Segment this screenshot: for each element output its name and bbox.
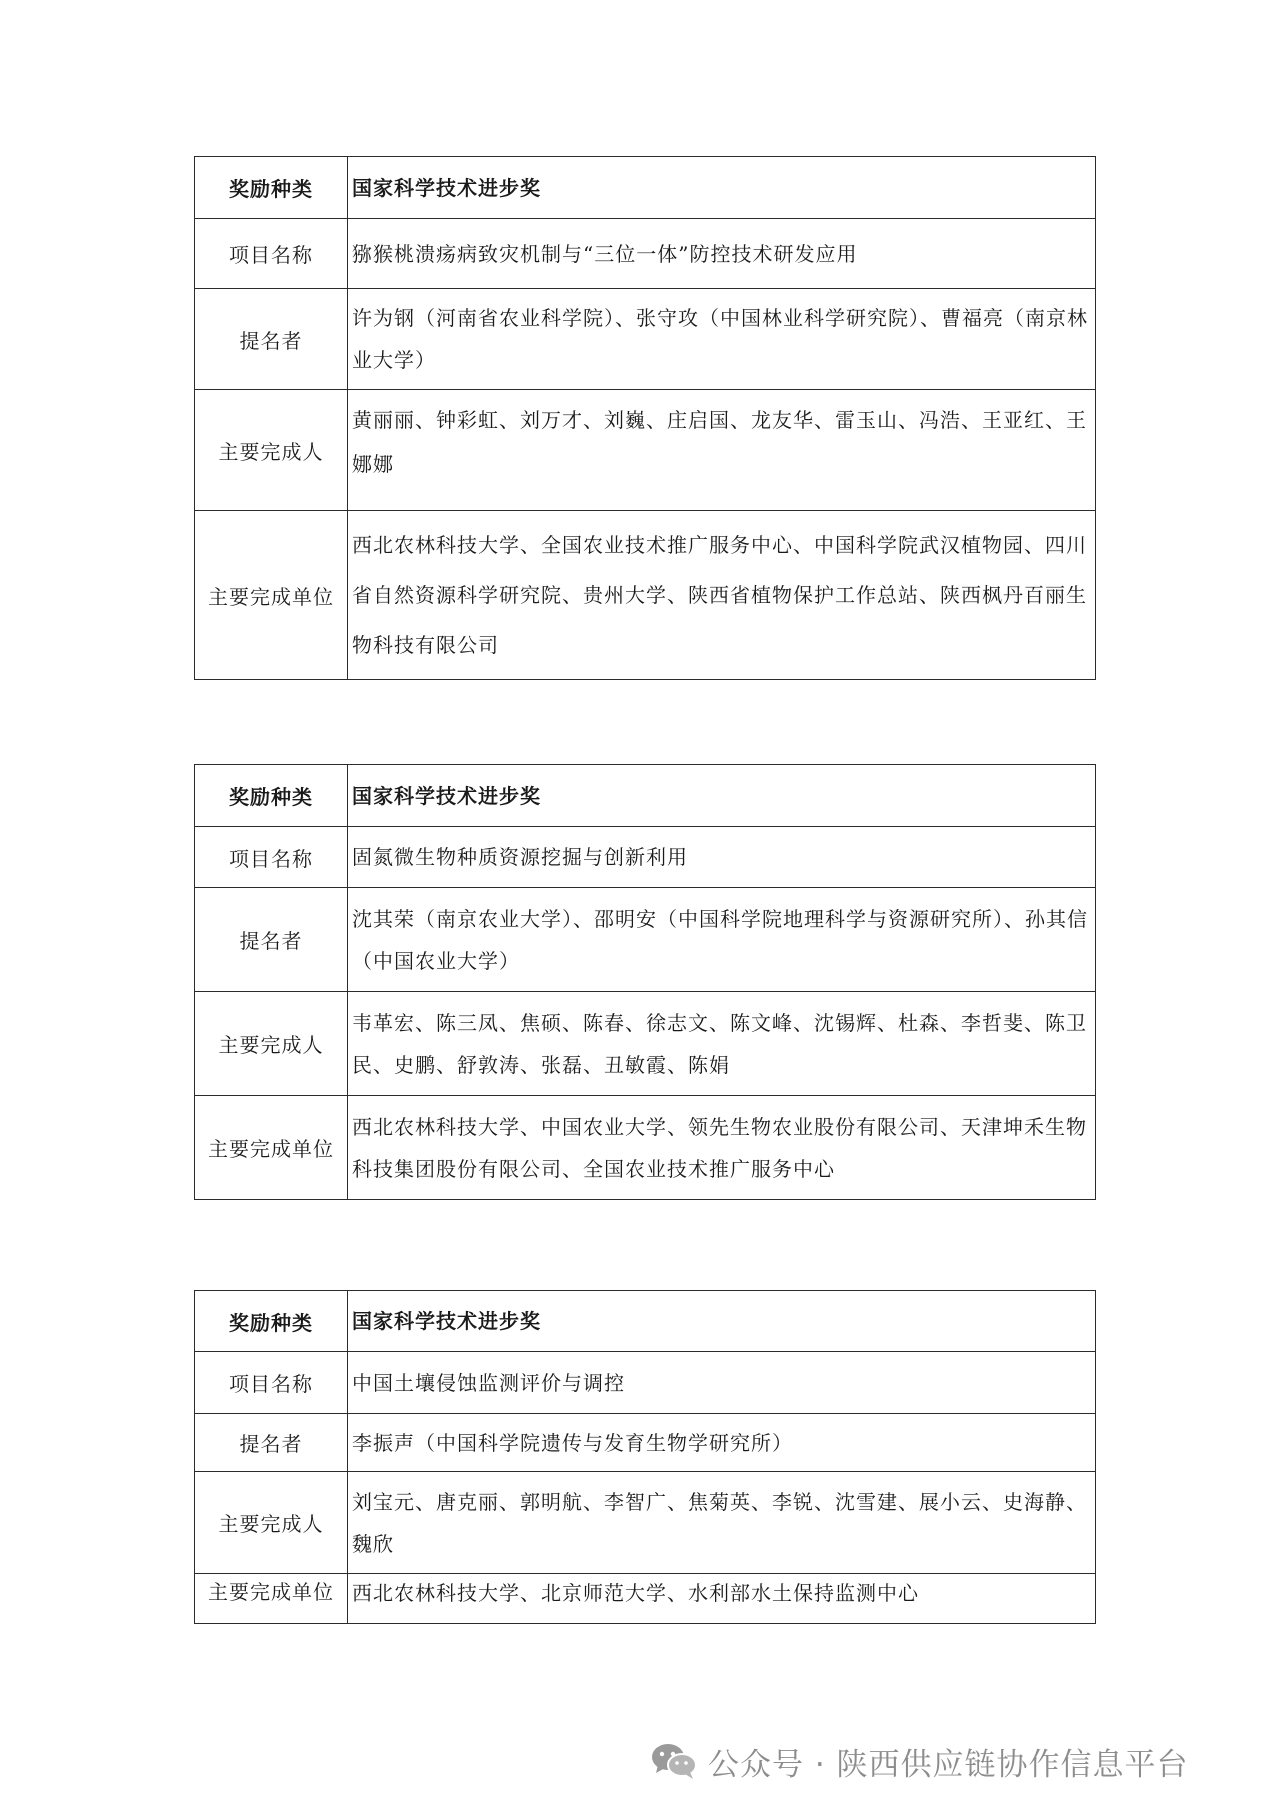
award-type-label: 奖励种类 (195, 157, 348, 219)
main-units-value: 西北农林科技大学、中国农业大学、领先生物农业股份有限公司、天津坤禾生物科技集团股份有限公司、全国农业技术推广服务中心 (348, 1096, 1096, 1200)
watermark-text: 公众号 · 陕西供应链协作信息平台 (708, 1746, 1189, 1783)
nominator-value: 李振声（中国科学院遗传与发育生物学研究所） (348, 1414, 1096, 1472)
main-contributors-value: 黄丽丽、钟彩虹、刘万才、刘巍、庄启国、龙友华、雷玉山、冯浩、王亚红、王娜娜 (348, 390, 1096, 511)
main-contributors-value: 韦革宏、陈三凤、焦硕、陈春、徐志文、陈文峰、沈锡辉、杜森、李哲斐、陈卫民、史鹏、舒敦涛、张磊、丑敏霞、陈娟 (348, 992, 1096, 1096)
main-units-label: 主要完成单位 (195, 1096, 348, 1200)
award-table-2 (194, 764, 1096, 1200)
nominator-value: 许为钢（河南省农业科学院）、张守攻（中国林业科学研究院）、曹福亮（南京林业大学） (348, 289, 1096, 390)
award-type-value: 国家科学技术进步奖 (348, 765, 1096, 827)
main-units-value: 西北农林科技大学、北京师范大学、水利部水土保持监测中心 (348, 1574, 1096, 1624)
award-table-1 (194, 156, 1096, 680)
project-name-label: 项目名称 (195, 827, 348, 888)
award-type-label: 奖励种类 (195, 765, 348, 827)
main-contributors-label: 主要完成人 (195, 1472, 348, 1574)
nominator-label: 提名者 (195, 1414, 348, 1472)
watermark (650, 1736, 1189, 1786)
project-name-value: 固氮微生物种质资源挖掘与创新利用 (348, 827, 1096, 888)
main-contributors-label: 主要完成人 (195, 992, 348, 1096)
main-units-label: 主要完成单位 (195, 1574, 348, 1624)
main-contributors-label: 主要完成人 (195, 390, 348, 511)
nominator-value: 沈其荣（南京农业大学）、邵明安（中国科学院地理科学与资源研究所）、孙其信（中国农业大学） (348, 888, 1096, 992)
nominator-label: 提名者 (195, 888, 348, 992)
project-name-value: 猕猴桃溃疡病致灾机制与“三位一体”防控技术研发应用 (348, 219, 1096, 289)
wechat-icon (650, 1741, 698, 1781)
project-name-label: 项目名称 (195, 219, 348, 289)
award-type-value: 国家科学技术进步奖 (348, 157, 1096, 219)
project-name-value: 中国土壤侵蚀监测评价与调控 (348, 1352, 1096, 1414)
award-type-label: 奖励种类 (195, 1291, 348, 1352)
award-table-3 (194, 1290, 1096, 1624)
project-name-label: 项目名称 (195, 1352, 348, 1414)
main-units-value: 西北农林科技大学、全国农业技术推广服务中心、中国科学院武汉植物园、四川省自然资源科学研究院、贵州大学、陕西省植物保护工作总站、陕西枫丹百丽生物科技有限公司 (348, 511, 1096, 680)
award-type-value: 国家科学技术进步奖 (348, 1291, 1096, 1352)
nominator-label: 提名者 (195, 289, 348, 390)
main-contributors-value: 刘宝元、唐克丽、郭明航、李智广、焦菊英、李锐、沈雪建、展小云、史海静、魏欣 (348, 1472, 1096, 1574)
main-units-label: 主要完成单位 (195, 511, 348, 680)
